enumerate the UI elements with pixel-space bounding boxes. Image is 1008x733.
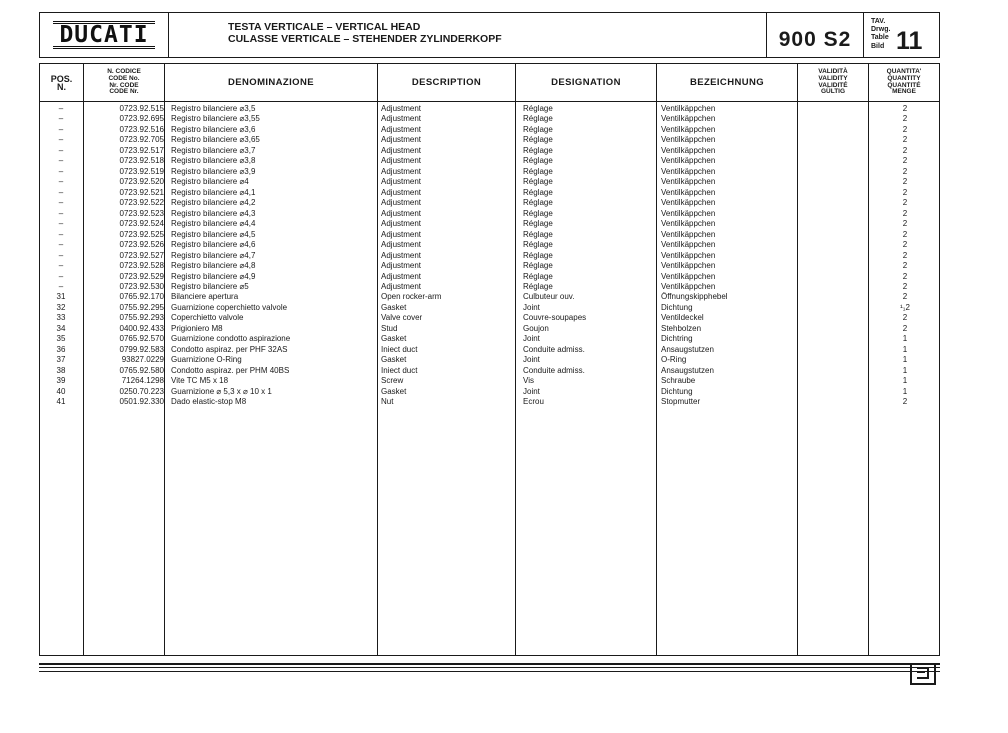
quantity-cell: 2: [902, 229, 908, 239]
table-row: [39, 167, 940, 177]
quantity-cell: 1: [902, 355, 908, 365]
table-row: [39, 387, 940, 397]
description-cell: Adjustment: [381, 124, 422, 134]
description-cell: Adjustment: [381, 156, 422, 166]
pos-cell: –: [58, 156, 64, 166]
table-row: [39, 324, 940, 334]
denominazione-cell: Guarnizione coperchietto valvole: [171, 302, 288, 312]
quantity-cell: 2: [902, 219, 908, 229]
table-number-box: [869, 15, 939, 57]
code-cell: 0755.92.295: [119, 302, 164, 312]
code-cell: 93827.0229: [121, 355, 164, 365]
description-cell: Adjustment: [381, 261, 422, 271]
denominazione-cell: Registro bilanciere ⌀4,4: [171, 219, 256, 229]
bezeichnung-cell: Stehbolzen: [661, 323, 702, 333]
pos-cell: –: [58, 219, 64, 229]
bezeichnung-cell: Ventilkäppchen: [661, 124, 716, 134]
pos-cell: 32: [56, 302, 66, 312]
designation-cell: Réglage: [523, 166, 553, 176]
denominazione-cell: Condotto aspiraz. per PHF 32AS: [171, 344, 288, 354]
denominazione-cell: Registro bilanciere ⌀3,55: [171, 114, 260, 124]
code-cell: 0765.92.580: [119, 365, 164, 375]
pos-cell: 39: [56, 376, 66, 386]
denominazione-cell: Dado elastic-stop M8: [171, 397, 247, 407]
designation-cell: Réglage: [523, 271, 553, 281]
bezeichnung-cell: Ventilkäppchen: [661, 104, 716, 113]
logo-box: [40, 13, 169, 57]
denominazione-cell: Registro bilanciere ⌀3,65: [171, 135, 260, 145]
table-row: [39, 146, 940, 156]
table-row: [39, 188, 940, 198]
description-cell: Adjustment: [381, 240, 422, 250]
bezeichnung-cell: Ventilkäppchen: [661, 198, 716, 208]
description-cell: Gasket: [381, 334, 407, 344]
code-cell: 0765.92.170: [119, 292, 164, 302]
code-cell: 0723.92.515: [119, 104, 164, 113]
bezeichnung-cell: Öffnungskipphebel: [661, 292, 728, 302]
title-line-2: CULASSE VERTICALE – STEHENDER ZYLINDERKOPF: [228, 32, 502, 45]
bezeichnung-cell: Ventilkäppchen: [661, 177, 716, 187]
quantity-cell: 1: [902, 334, 908, 344]
description-cell: Gasket: [381, 355, 407, 365]
bezeichnung-cell: Dichtung: [661, 302, 693, 312]
denominazione-cell: Registro bilanciere ⌀4,8: [171, 261, 256, 271]
pos-cell: 38: [56, 365, 66, 375]
table-row: [39, 156, 940, 166]
table-row: [39, 135, 940, 145]
col-header-description: DESCRIPTION: [411, 76, 482, 88]
title-line-1: TESTA VERTICALE – VERTICAL HEAD: [228, 21, 421, 33]
table-row: [39, 355, 940, 365]
bezeichnung-cell: Dichtring: [661, 334, 693, 344]
description-cell: Adjustment: [381, 198, 422, 208]
bezeichnung-cell: Ventilkäppchen: [661, 187, 716, 197]
bezeichnung-cell: Ventilkäppchen: [661, 135, 716, 145]
bezeichnung-cell: Ventilkäppchen: [661, 229, 716, 239]
denominazione-cell: Guarnizione ⌀ 5,3 x ⌀ 10 x 1: [171, 386, 272, 396]
bezeichnung-cell: Ansaugstutzen: [661, 344, 714, 354]
denominazione-cell: Guarnizione condotto aspirazione: [171, 334, 291, 344]
description-cell: Adjustment: [381, 281, 422, 291]
denominazione-cell: Bilanciere apertura: [171, 292, 239, 302]
table-row: [39, 366, 940, 376]
designation-cell: Joint: [523, 386, 540, 396]
code-cell: 0250.70.223: [119, 386, 164, 396]
bezeichnung-cell: Ventilkäppchen: [661, 219, 716, 229]
bezeichnung-cell: Ventilkäppchen: [661, 145, 716, 155]
description-cell: Adjustment: [381, 271, 422, 281]
designation-cell: Réglage: [523, 208, 553, 218]
code-cell: 0723.92.517: [119, 145, 164, 155]
pos-cell: –: [58, 135, 64, 145]
table-row: [39, 219, 940, 229]
designation-cell: Réglage: [523, 177, 553, 187]
quantity-cell: 2: [902, 250, 908, 260]
code-cell: 0723.92.522: [119, 198, 164, 208]
quantity-cell: 1: [902, 386, 908, 396]
designation-cell: Conduite admiss.: [523, 344, 585, 354]
denominazione-cell: Registro bilanciere ⌀4,2: [171, 198, 256, 208]
quantity-cell: 2: [902, 281, 908, 291]
pos-cell: 36: [56, 344, 66, 354]
table-row: [39, 125, 940, 135]
table-row: [39, 303, 940, 313]
quantity-cell: 2: [902, 135, 908, 145]
tav-label: TAV.: [871, 18, 886, 25]
code-cell: 0755.92.293: [119, 313, 164, 323]
bezeichnung-cell: Ansaugstutzen: [661, 365, 714, 375]
designation-cell: Culbuteur ouv.: [523, 292, 575, 302]
table-row: [39, 177, 940, 187]
designation-cell: Réglage: [523, 187, 553, 197]
pos-cell: –: [58, 166, 64, 176]
code-cell: 0723.92.705: [119, 135, 164, 145]
page-corner-icon: [917, 667, 929, 679]
description-cell: Adjustment: [381, 250, 422, 260]
table-row: [39, 282, 940, 292]
designation-cell: Réglage: [523, 261, 553, 271]
denominazione-cell: Coperchietto valvole: [171, 313, 244, 323]
pos-cell: –: [58, 208, 64, 218]
designation-cell: Vis: [523, 376, 534, 386]
pos-cell: –: [58, 104, 64, 113]
designation-cell: Goujon: [523, 323, 549, 333]
bezeichnung-cell: Ventilkäppchen: [661, 250, 716, 260]
code-cell: 0501.92.330: [119, 397, 164, 407]
model-name: 900 S2: [778, 27, 852, 51]
bezeichnung-cell: Ventilkäppchen: [661, 166, 716, 176]
code-cell: 0723.92.524: [119, 219, 164, 229]
designation-cell: Réglage: [523, 219, 553, 229]
quantity-cell: 2: [902, 177, 908, 187]
denominazione-cell: Registro bilanciere ⌀4,7: [171, 250, 256, 260]
code-cell: 0723.92.520: [119, 177, 164, 187]
page-title: [228, 22, 502, 45]
bezeichnung-cell: Ventilkäppchen: [661, 208, 716, 218]
quantity-cell: 2: [902, 313, 908, 323]
pos-cell: –: [58, 114, 64, 124]
designation-cell: Couvre-soupapes: [523, 313, 587, 323]
description-cell: Adjustment: [381, 104, 422, 113]
bezeichnung-cell: O-Ring: [661, 355, 687, 365]
code-cell: 0723.92.521: [119, 187, 164, 197]
ducati-logo: DUCATI: [53, 21, 154, 49]
table-row: [39, 313, 940, 323]
pos-cell: –: [58, 229, 64, 239]
designation-cell: Réglage: [523, 124, 553, 134]
quantity-cell: 2: [902, 240, 908, 250]
table-number: 11: [896, 27, 923, 55]
col-header-bezeichnung: BEZEICHNUNG: [689, 76, 765, 88]
denominazione-cell: Guarnizione O-Ring: [171, 355, 242, 365]
bezeichnung-cell: Ventildeckel: [661, 313, 704, 323]
designation-cell: Réglage: [523, 240, 553, 250]
footer-rule: [39, 667, 940, 668]
denominazione-cell: Registro bilanciere ⌀3,8: [171, 156, 256, 166]
designation-cell: Réglage: [523, 250, 553, 260]
bezeichnung-cell: Ventilkäppchen: [661, 261, 716, 271]
header-bar: [39, 12, 940, 58]
pos-cell: –: [58, 250, 64, 260]
pos-cell: 31: [56, 292, 66, 302]
quantity-cell: 1: [902, 376, 908, 386]
table-row: [39, 334, 940, 344]
code-cell: 0723.92.525: [119, 229, 164, 239]
description-cell: Gasket: [381, 386, 407, 396]
denominazione-cell: Registro bilanciere ⌀4,6: [171, 240, 256, 250]
quantity-cell: 2: [902, 145, 908, 155]
pos-cell: 35: [56, 334, 66, 344]
bezeichnung-cell: Ventilkäppchen: [661, 271, 716, 281]
drwg-label: Drwg.: [871, 26, 891, 34]
description-cell: Adjustment: [381, 135, 422, 145]
quantity-cell: ¹₁2: [900, 302, 910, 312]
code-cell: 0723.92.530: [119, 281, 164, 291]
designation-cell: Réglage: [523, 114, 553, 124]
quantity-cell: 2: [902, 114, 908, 124]
bezeichnung-cell: Ventilkäppchen: [661, 114, 716, 124]
quantity-cell: 2: [902, 323, 908, 333]
quantity-cell: 2: [902, 104, 908, 113]
pos-cell: –: [58, 240, 64, 250]
denominazione-cell: Registro bilanciere ⌀3,5: [171, 104, 256, 113]
quantity-cell: 2: [902, 166, 908, 176]
pos-cell: –: [58, 145, 64, 155]
pos-cell: –: [58, 177, 64, 187]
quantity-cell: 2: [902, 198, 908, 208]
table-row: [39, 209, 940, 219]
denominazione-cell: Prigioniero M8: [171, 323, 223, 333]
col-header-pos: POS. N.: [50, 73, 73, 92]
pos-cell: –: [58, 187, 64, 197]
table-row: [39, 376, 940, 386]
col-header-denominazione: DENOMINAZIONE: [228, 76, 314, 88]
pos-cell: 33: [56, 313, 66, 323]
description-cell: Stud: [381, 323, 398, 333]
table-row: [39, 397, 940, 407]
table-number-labels: [871, 18, 890, 51]
designation-cell: Ecrou: [523, 397, 544, 407]
table-row: [39, 292, 940, 302]
code-cell: 0723.92.529: [119, 271, 164, 281]
designation-cell: Réglage: [523, 156, 553, 166]
designation-cell: Réglage: [523, 104, 553, 113]
pos-cell: 37: [56, 355, 66, 365]
pos-cell: 41: [56, 397, 66, 407]
denominazione-cell: Registro bilanciere ⌀5: [171, 281, 249, 291]
designation-cell: Joint: [523, 355, 540, 365]
bezeichnung-cell: Ventilkäppchen: [661, 156, 716, 166]
denominazione-cell: Registro bilanciere ⌀3,6: [171, 124, 256, 134]
code-cell: 0723.92.695: [119, 114, 164, 124]
description-cell: Adjustment: [381, 208, 422, 218]
table-label: Table: [871, 34, 889, 42]
col-header-code: N. CODICE CODE No. Nr. CODE CODE Nr.: [107, 68, 141, 96]
table-row: [39, 114, 940, 124]
code-cell: 0799.92.583: [119, 344, 164, 354]
description-cell: Adjustment: [381, 187, 422, 197]
pos-cell: 40: [56, 386, 66, 396]
table-row: [39, 104, 940, 114]
designation-cell: Réglage: [523, 145, 553, 155]
quantity-cell: 2: [902, 271, 908, 281]
page-corner-icon-inner: [917, 672, 925, 673]
code-cell: 0723.92.519: [119, 166, 164, 176]
footer-rule: [39, 663, 940, 665]
description-cell: Valve cover: [381, 313, 423, 323]
pos-cell: –: [58, 198, 64, 208]
table-row: [39, 345, 940, 355]
bezeichnung-cell: Ventilkäppchen: [661, 281, 716, 291]
pos-cell: –: [58, 271, 64, 281]
quantity-cell: 2: [902, 397, 908, 407]
model-box: [766, 13, 864, 57]
denominazione-cell: Registro bilanciere ⌀3,7: [171, 145, 256, 155]
bezeichnung-cell: Stopmutter: [661, 397, 701, 407]
pos-cell: –: [58, 281, 64, 291]
parts-list: [39, 104, 940, 408]
pos-cell: –: [58, 261, 64, 271]
description-cell: Adjustment: [381, 177, 422, 187]
code-cell: 0723.92.527: [119, 250, 164, 260]
denominazione-cell: Condotto aspiraz. per PHM 40BS: [171, 365, 290, 375]
bezeichnung-cell: Ventilkäppchen: [661, 240, 716, 250]
denominazione-cell: Registro bilanciere ⌀3,9: [171, 166, 256, 176]
denominazione-cell: Registro bilanciere ⌀4,3: [171, 208, 256, 218]
description-cell: Adjustment: [381, 229, 422, 239]
designation-cell: Joint: [523, 302, 540, 312]
table-row: [39, 240, 940, 250]
bezeichnung-cell: Dichtung: [661, 386, 693, 396]
code-cell: 71264.1298: [121, 376, 164, 386]
code-cell: 0723.92.516: [119, 124, 164, 134]
code-cell: 0400.92.433: [119, 323, 164, 333]
designation-cell: Conduite admiss.: [523, 365, 585, 375]
quantity-cell: 2: [902, 261, 908, 271]
designation-cell: Réglage: [523, 229, 553, 239]
pos-cell: 34: [56, 323, 66, 333]
description-cell: Open rocker-arm: [381, 292, 442, 302]
table-row: [39, 198, 940, 208]
bild-label: Bild: [871, 42, 885, 50]
description-cell: Adjustment: [381, 219, 422, 229]
description-cell: Adjustment: [381, 166, 422, 176]
table-row: [39, 251, 940, 261]
bezeichnung-cell: Schraube: [661, 376, 696, 386]
description-cell: Gasket: [381, 302, 407, 312]
denominazione-cell: Registro bilanciere ⌀4,9: [171, 271, 256, 281]
pos-cell: –: [58, 124, 64, 134]
description-cell: Screw: [381, 376, 404, 386]
table-row: [39, 230, 940, 240]
footer-rule: [39, 671, 940, 672]
denominazione-cell: Registro bilanciere ⌀4,1: [171, 187, 256, 197]
quantity-cell: 2: [902, 187, 908, 197]
description-cell: Iniect duct: [381, 365, 418, 375]
denominazione-cell: Registro bilanciere ⌀4: [171, 177, 249, 187]
description-cell: Iniect duct: [381, 344, 418, 354]
designation-cell: Réglage: [523, 281, 553, 291]
code-cell: 0723.92.523: [119, 208, 164, 218]
col-header-validity: VALIDITÀ VALIDITY VALIDITÉ GÜLTIG: [818, 68, 848, 96]
quantity-cell: 1: [902, 365, 908, 375]
col-header-designation: DESIGNATION: [551, 76, 621, 88]
quantity-cell: 2: [902, 292, 908, 302]
col-header-quantity: QUANTITA' QUANTITY QUANTITÉ MENGE: [886, 68, 922, 96]
quantity-cell: 2: [902, 124, 908, 134]
code-cell: 0723.92.526: [119, 240, 164, 250]
code-cell: 0765.92.570: [119, 334, 164, 344]
description-cell: Nut: [381, 397, 394, 407]
header-row-divider: [39, 101, 940, 102]
description-cell: Adjustment: [381, 114, 422, 124]
code-cell: 0723.92.528: [119, 261, 164, 271]
quantity-cell: 2: [902, 208, 908, 218]
denominazione-cell: Vite TC M5 x 18: [171, 376, 229, 386]
table-row: [39, 272, 940, 282]
designation-cell: Réglage: [523, 198, 553, 208]
denominazione-cell: Registro bilanciere ⌀4,5: [171, 229, 256, 239]
quantity-cell: 1: [902, 344, 908, 354]
description-cell: Adjustment: [381, 145, 422, 155]
code-cell: 0723.92.518: [119, 156, 164, 166]
quantity-cell: 2: [902, 156, 908, 166]
designation-cell: Joint: [523, 334, 540, 344]
table-row: [39, 261, 940, 271]
designation-cell: Réglage: [523, 135, 553, 145]
